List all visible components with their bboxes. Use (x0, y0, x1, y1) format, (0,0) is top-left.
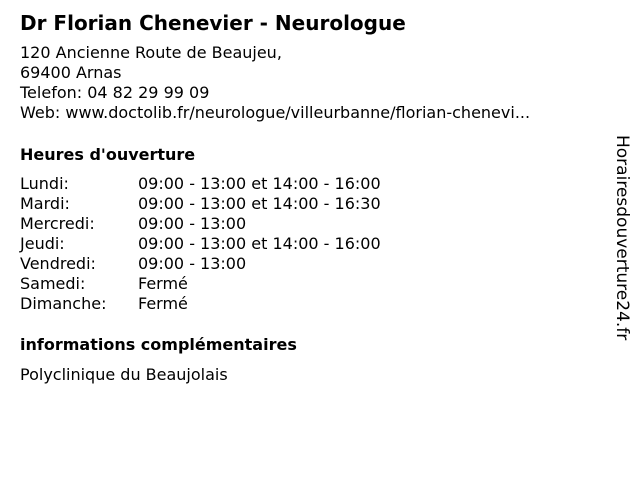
time-value: 09:00 - 13:00 (138, 214, 247, 233)
hours-row-sunday (20, 294, 381, 314)
info-text: Polyclinique du Beaujolais (20, 365, 228, 384)
day-label: Dimanche: (20, 294, 107, 313)
time-value: 09:00 - 13:00 (138, 254, 247, 273)
time-value: 09:00 - 13:00 et 14:00 - 16:00 (138, 234, 381, 253)
hours-row-thursday (20, 234, 381, 254)
time-value: Fermé (138, 294, 188, 313)
hours-heading: Heures d'ouverture (20, 145, 196, 164)
day-label: Mardi: (20, 194, 70, 213)
hours-row-tuesday (20, 194, 381, 214)
hours-table (20, 174, 381, 314)
city-address: 69400 Arnas (20, 63, 122, 82)
hours-row-saturday (20, 274, 381, 294)
website-link[interactable]: Web: www.doctolib.fr/neurologue/villeurbanne/florian-chenevi... (20, 103, 531, 122)
contact-block (20, 43, 530, 123)
day-label: Samedi: (20, 274, 86, 293)
hours-row-wednesday (20, 214, 381, 234)
time-value: 09:00 - 13:00 et 14:00 - 16:30 (138, 194, 381, 213)
info-heading: informations complémentaires (20, 335, 297, 354)
street-address: 120 Ancienne Route de Beaujeu, (20, 43, 282, 62)
time-value: Fermé (138, 274, 188, 293)
page-title: Dr Florian Chenevier - Neurologue (20, 11, 406, 35)
day-label: Jeudi: (20, 234, 65, 253)
day-label: Mercredi: (20, 214, 95, 233)
hours-row-monday (20, 174, 381, 194)
day-label: Vendredi: (20, 254, 96, 273)
phone-number: Telefon: 04 82 29 99 09 (20, 83, 210, 102)
site-watermark: Horairesdouverture24.fr (612, 135, 632, 341)
time-value: 09:00 - 13:00 et 14:00 - 16:00 (138, 174, 381, 193)
hours-row-friday (20, 254, 381, 274)
day-label: Lundi: (20, 174, 69, 193)
